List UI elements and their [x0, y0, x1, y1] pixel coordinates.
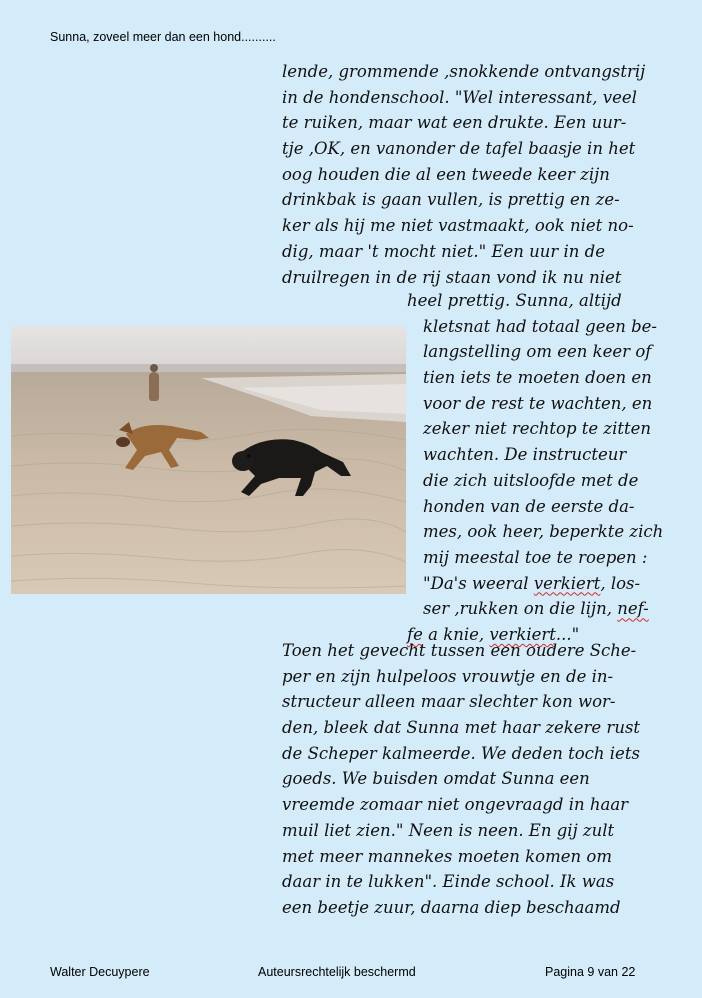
text-line: zeker niet rechtop te zitten: [423, 419, 652, 439]
text-line: de Scheper kalmeerde. We deden toch iets: [282, 743, 640, 763]
text-line: daar in te lukken". Einde school. Ik was: [282, 872, 615, 892]
text-fragment: , los-: [600, 573, 641, 593]
text-line: [407, 596, 663, 622]
text-line: oog houden die al een tweede keer zijn: [282, 164, 610, 184]
spellcheck-word: verkiert: [489, 624, 556, 644]
text-block-wrapped: [407, 288, 663, 648]
text-line: tje ,OK, en vanonder de tafel baasje in het: [282, 139, 636, 159]
text-line: vreemde zomaar niet ongevraagd in haar: [282, 795, 629, 815]
text-line: dig, maar 't mocht niet." Een uur in de: [282, 241, 605, 261]
text-line: die zich uitsloofde met de: [423, 470, 639, 490]
text-line: een beetje zuur, daarna diep beschaamd: [282, 897, 621, 917]
text-fragment: ...": [555, 624, 580, 644]
text-line: te ruiken, maar wat een drukte. Een uur-: [282, 113, 627, 133]
text-fragment: "Da's weeral: [423, 573, 534, 593]
text-fragment: a knie,: [422, 624, 490, 644]
text-line: tien iets te moeten doen en: [423, 368, 652, 388]
text-line: heel prettig. Sunna, altijd: [407, 291, 622, 310]
text-line: druilregen in de rij staan vond ik nu niet: [282, 267, 622, 287]
text-line: wachten. De instructeur: [423, 445, 627, 465]
text-line: lende, grommende ,snokkende ontvangstrij: [282, 62, 646, 81]
text-line: ker als hij me niet vastmaakt, ook niet no-: [282, 216, 634, 236]
text-line: in de hondenschool. "Wel interessant, veel: [282, 87, 637, 107]
text-line: structeur alleen maar slechter kon wor-: [282, 692, 616, 712]
footer-author: Walter Decuypere: [50, 965, 150, 979]
text-block-bottom: [282, 638, 640, 921]
document-header: Sunna, zoveel meer dan een hond..........: [50, 30, 276, 44]
footer-page-number: Pagina 9 van 22: [545, 965, 636, 979]
text-line: den, bleek dat Sunna met haar zekere rust: [282, 718, 641, 738]
text-line: langstelling om een keer of: [423, 342, 652, 362]
text-line: Toen het gevecht tussen een oudere Sche-: [282, 641, 637, 660]
text-line: honden van de eerste da-: [423, 496, 635, 516]
text-line: drinkbak is gaan vullen, is prettig en ze-: [282, 190, 620, 210]
text-line: mij meestal toe te roepen :: [423, 547, 648, 567]
text-line: muil liet zien." Neen is neen. En gij zult: [282, 820, 615, 840]
text-line: kletsnat had totaal geen be-: [423, 316, 658, 336]
text-line: [407, 571, 663, 597]
beach-dogs-photo: [11, 326, 406, 594]
spellcheck-word: verkiert: [533, 573, 601, 593]
spellcheck-word: nef-: [617, 599, 649, 619]
text-block-top: [282, 59, 645, 290]
text-line: met meer mannekes moeten komen om: [282, 846, 612, 866]
text-fragment: ser ,rukken on die lijn,: [423, 599, 618, 619]
text-line: goeds. We buisden omdat Sunna een: [282, 769, 590, 789]
text-line: per en zijn hulpeloos vrouwtje en de in-: [282, 666, 614, 686]
text-line: mes, ook heer, beperkte zich: [423, 522, 664, 542]
footer-copyright: Auteursrechtelijk beschermd: [258, 965, 416, 979]
spellcheck-word: fe: [407, 624, 423, 644]
text-line: voor de rest te wachten, en: [423, 393, 653, 413]
